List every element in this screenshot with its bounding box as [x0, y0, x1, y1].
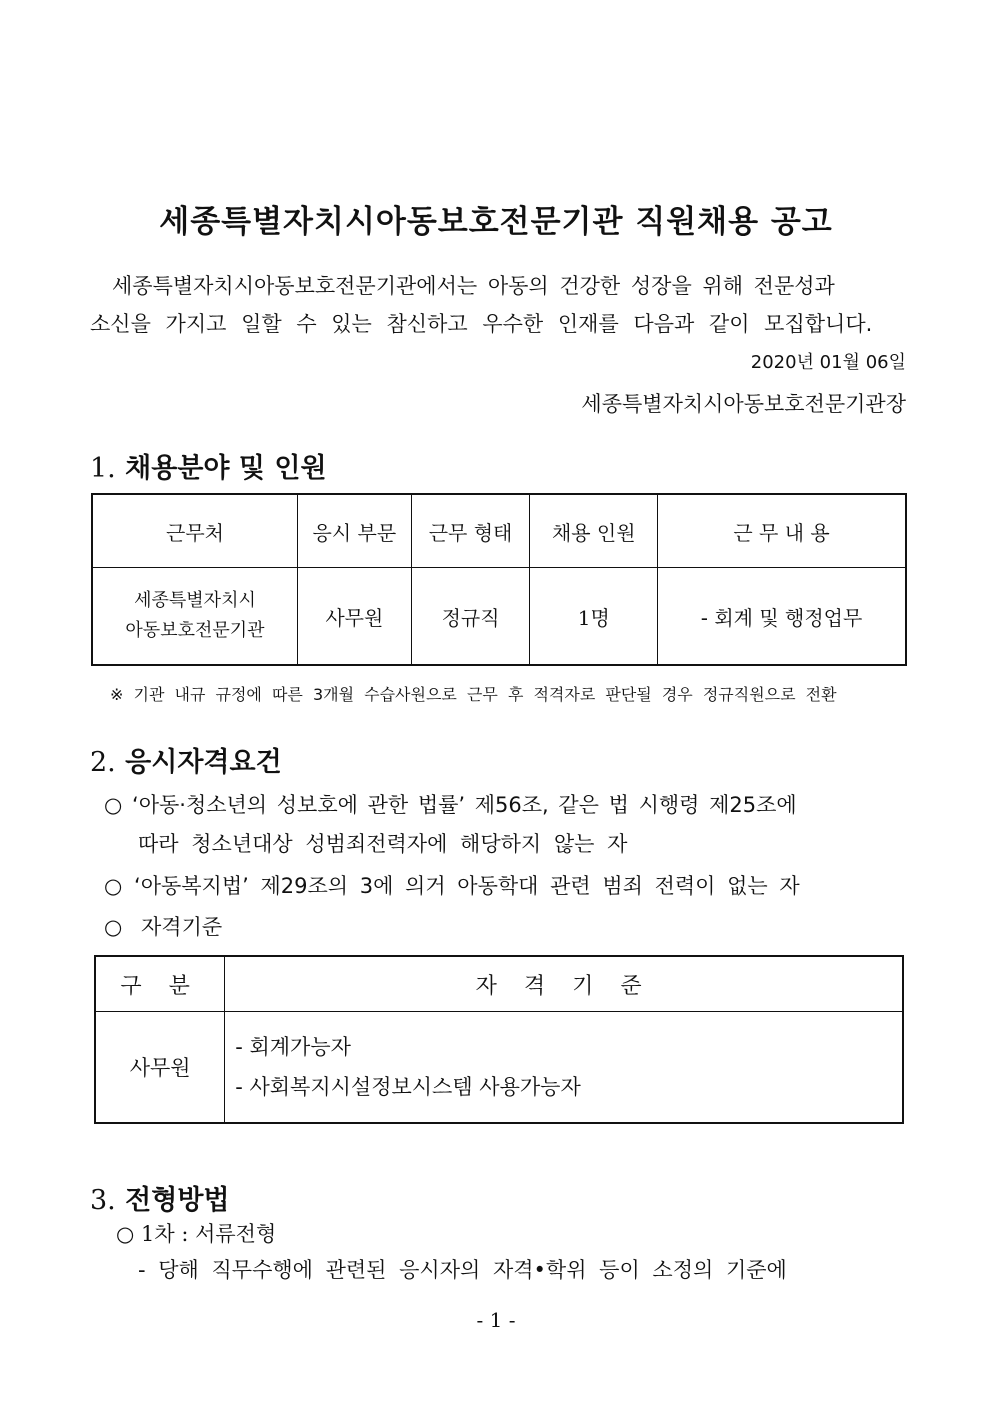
qualification-item-1-line-1: ‘아동·청소년의 성보호에 관한 법률’ 제56조, 같은 법 시행령 제25조에 [132, 793, 797, 817]
qualification-item-1-line-2: 따라 청소년대상 성범죄전력자에 해당하지 않는 자 [138, 832, 628, 856]
header-headcount: 채용 인원 [530, 494, 658, 568]
bullet-circle-icon: ○ [104, 874, 123, 898]
intro-line-2: 소신을 가지고 일할 수 있는 참신하고 우수한 인재를 다음과 같이 모집합니다. [90, 312, 873, 336]
cell-workplace [92, 568, 297, 666]
qualification-item-3 [104, 911, 222, 941]
bullet-circle-icon: ○ [104, 793, 123, 817]
cell-department: 사무원 [297, 568, 411, 666]
section-3-heading [90, 1178, 230, 1217]
section-2-heading [90, 740, 282, 779]
cell-category: 사무원 [95, 1012, 225, 1124]
section-3-title: 전형방법 [125, 1185, 230, 1216]
cell-headcount: 1명 [530, 568, 658, 666]
qualification-criteria-table [94, 955, 904, 1124]
workplace-line-2: 아동보호전문기관 [125, 620, 265, 641]
section-2-title: 응시자격요건 [125, 747, 282, 778]
header-workplace: 근무처 [92, 494, 297, 568]
criteria-table-header [95, 956, 903, 1012]
section-2-number: 2. [90, 747, 116, 778]
qualification-item-1 [104, 789, 797, 819]
recruitment-table-header [92, 494, 906, 568]
header-category: 구 분 [95, 956, 225, 1012]
qualification-item-2 [104, 870, 800, 900]
cell-criteria [225, 1012, 903, 1124]
selection-step-1-detail: - 당해 직무수행에 관련된 응시자의 자격•학위 등이 소정의 기준에 [138, 1258, 787, 1282]
header-duties: 근 무 내 용 [658, 494, 906, 568]
qualification-item-3-text: 자격기준 [141, 915, 223, 939]
header-department: 응시 부문 [297, 494, 411, 568]
probation-note: ※ 기관 내규 규정에 따른 3개월 수습사원으로 근무 후 적격자로 판단될 경우 정규직원으로 전환 [110, 685, 837, 704]
selection-step-1-label: 1차 : [141, 1222, 189, 1246]
qualification-item-2-text: ‘아동복지법’ 제29조의 3에 의거 아동학대 관련 범죄 전력이 없는 자 [134, 874, 800, 898]
table-row [92, 568, 906, 666]
page-number: - 1 - [476, 1308, 516, 1332]
selection-step-1 [116, 1218, 276, 1248]
criteria-line-1: - 회계가능자 [235, 1035, 351, 1059]
section-1-title: 채용분야 및 인원 [125, 453, 327, 484]
issuer-name: 세종특별자치시아동보호전문기관장 [581, 392, 906, 416]
cell-employment-type: 정규직 [411, 568, 530, 666]
workplace-line-1: 세종특별자치시 [134, 590, 256, 611]
section-1-heading [90, 446, 327, 485]
header-criteria: 자 격 기 준 [225, 956, 903, 1012]
header-employment-type: 근무 형태 [411, 494, 530, 568]
table-row [95, 1012, 903, 1124]
section-3-number: 3. [90, 1185, 116, 1216]
criteria-line-2: - 사회복지시설정보시스템 사용가능자 [235, 1075, 581, 1099]
notice-date: 2020년 01월 06일 [750, 352, 906, 373]
section-1-number: 1. [90, 453, 116, 484]
page-title: 세종특별자치시아동보호전문기관 직원채용 공고 [159, 204, 833, 240]
cell-duties: - 회계 및 행정업무 [658, 568, 906, 666]
intro-line-1: 세종특별자치시아동보호전문기관에서는 아동의 건강한 성장을 위해 전문성과 [112, 274, 835, 298]
bullet-circle-icon: ○ [116, 1222, 135, 1246]
bullet-circle-icon: ○ [104, 915, 123, 939]
recruitment-table [91, 493, 907, 666]
selection-step-1-value: 서류전형 [195, 1222, 277, 1246]
